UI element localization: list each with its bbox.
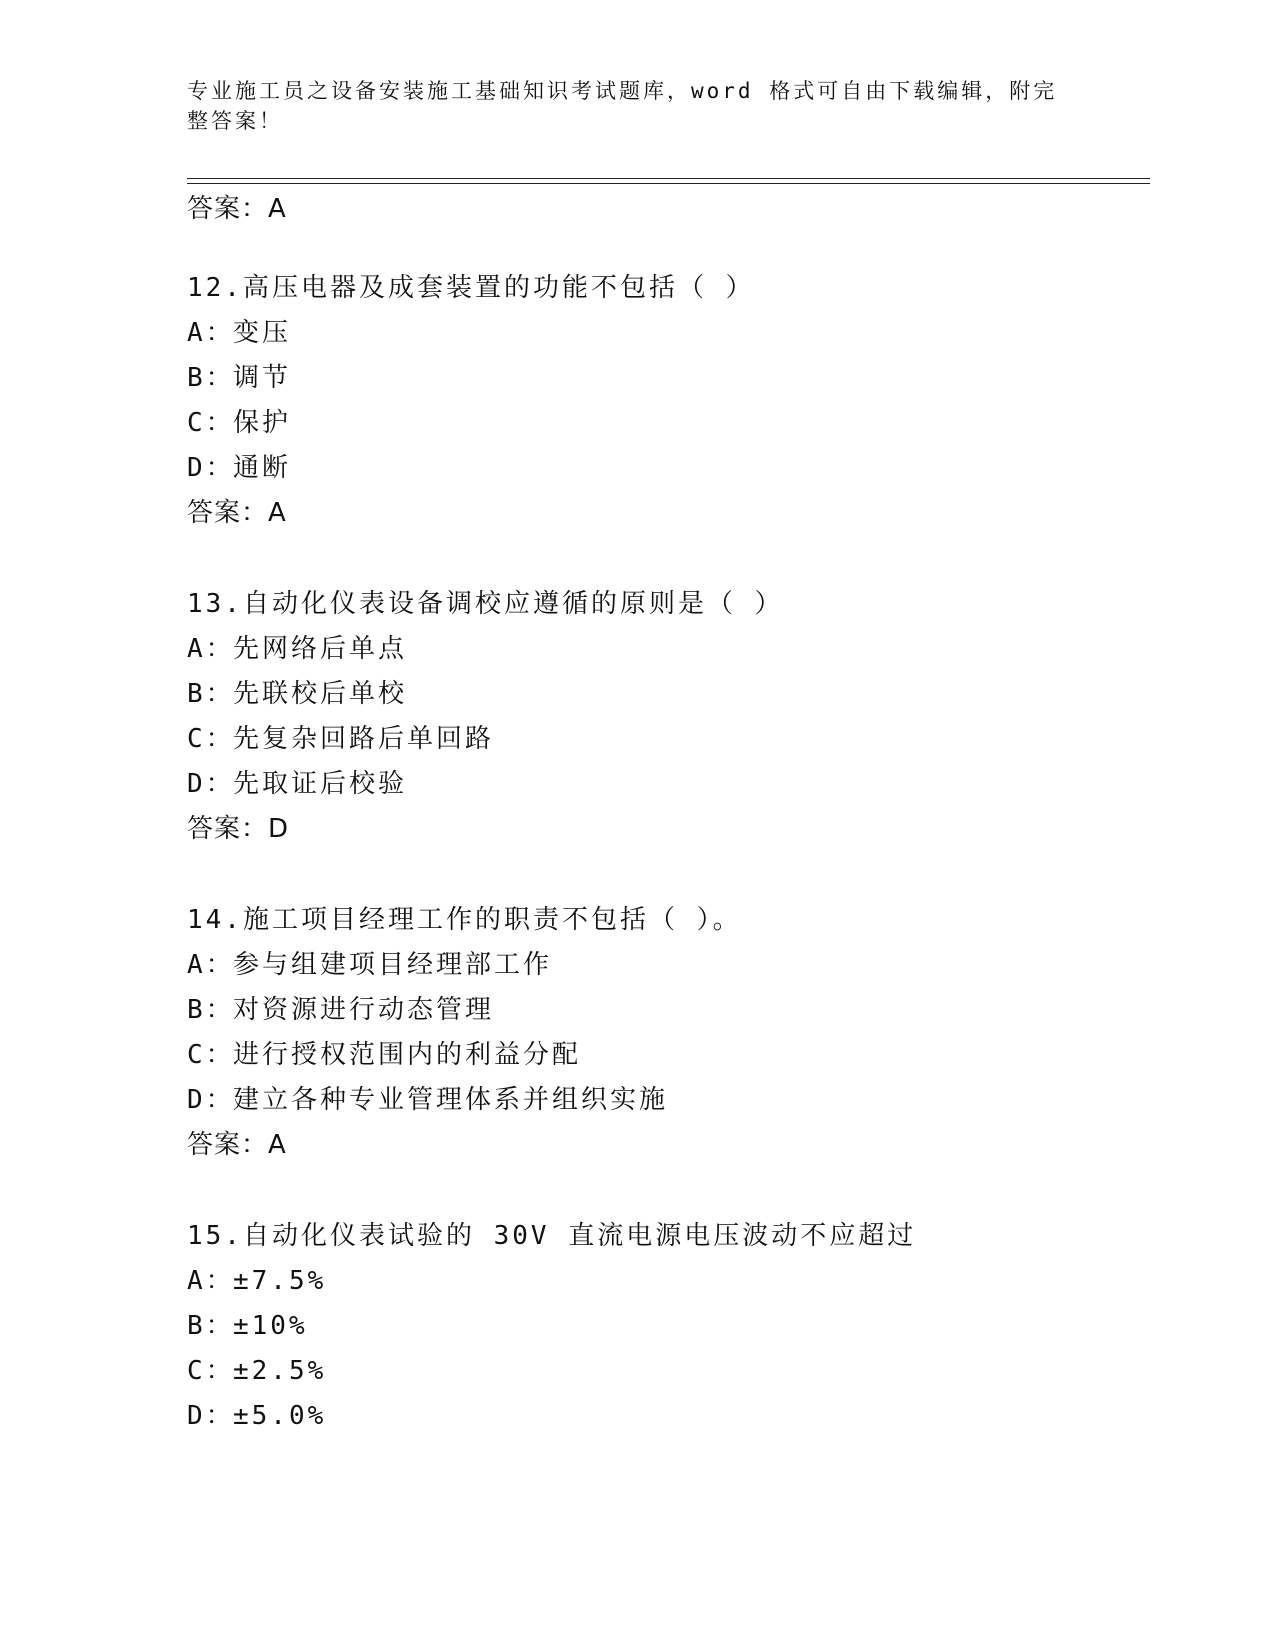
question-14-option-a: [187, 948, 552, 982]
question-15-option-d: [187, 1399, 326, 1433]
option-letter: A：: [187, 634, 235, 664]
option-text: 先复杂回路后单回路: [233, 724, 495, 754]
option-letter: A：: [187, 1266, 235, 1296]
question-13-answer: 答案：D: [187, 814, 290, 844]
option-letter: B：: [187, 995, 235, 1025]
question-12-answer: 答案：A: [187, 498, 287, 528]
question-12-option-b: [187, 361, 291, 395]
question-15-title: 15.自动化仪表试验的 30V 直流电源电压波动不应超过: [187, 1221, 917, 1251]
question-14-option-b: [187, 993, 494, 1027]
question-12-option-a: [187, 316, 291, 350]
question-13-option-b: [187, 677, 407, 711]
option-letter: D：: [187, 453, 235, 483]
document-header: 专业施工员之设备安装施工基础知识考试题库，word 格式可自由下载编辑，附完整答案！: [187, 79, 1058, 133]
option-text: 建立各种专业管理体系并组织实施: [233, 1085, 669, 1115]
option-letter: B：: [187, 679, 235, 709]
option-letter: C：: [187, 724, 235, 754]
option-letter: D：: [187, 1085, 235, 1115]
question-15-option-b: [187, 1309, 308, 1343]
question-13-option-c: [187, 722, 494, 756]
option-text: 先联校后单校: [233, 679, 408, 709]
question-14-option-c: [187, 1038, 581, 1072]
option-text: ±7.5%: [233, 1266, 327, 1296]
option-text: 通断: [233, 453, 292, 483]
question-12-option-c: [187, 406, 291, 440]
option-text: 对资源进行动态管理: [233, 995, 495, 1025]
option-text: ±5.0%: [233, 1401, 327, 1431]
question-12-title: 12.高压电器及成套装置的功能不包括（ ）: [187, 273, 755, 303]
option-text: 先取证后校验: [233, 769, 408, 799]
question-14-answer: 答案：A: [187, 1130, 287, 1160]
option-text: ±10%: [233, 1311, 308, 1341]
option-letter: C：: [187, 408, 235, 438]
option-text: 进行授权范围内的利益分配: [233, 1040, 582, 1070]
option-letter: A：: [187, 318, 235, 348]
option-letter: D：: [187, 769, 235, 799]
option-letter: B：: [187, 1311, 235, 1341]
option-text: 保护: [233, 408, 292, 438]
question-15-option-a: [187, 1264, 326, 1298]
question-13-option-a: [187, 632, 407, 666]
header-divider-top: [187, 178, 1150, 179]
option-letter: C：: [187, 1040, 235, 1070]
answer-previous: 答案：A: [187, 194, 287, 224]
option-letter: D：: [187, 1401, 235, 1431]
option-text: 调节: [233, 363, 292, 393]
header-divider-bottom: [187, 183, 1150, 184]
option-letter: C：: [187, 1356, 235, 1386]
option-text: 先网络后单点: [233, 634, 408, 664]
question-15-option-c: [187, 1354, 326, 1388]
question-13-option-d: [187, 767, 407, 801]
option-letter: B：: [187, 363, 235, 393]
question-13-title: 13.自动化仪表设备调校应遵循的原则是（ ）: [187, 589, 784, 619]
option-text: ±2.5%: [233, 1356, 327, 1386]
option-text: 参与组建项目经理部工作: [233, 950, 553, 980]
option-text: 变压: [233, 318, 292, 348]
question-14-title: 14.施工项目经理工作的职责不包括（ ）。: [187, 905, 742, 935]
option-letter: A：: [187, 950, 235, 980]
question-14-option-d: [187, 1083, 668, 1117]
question-12-option-d: [187, 451, 291, 485]
